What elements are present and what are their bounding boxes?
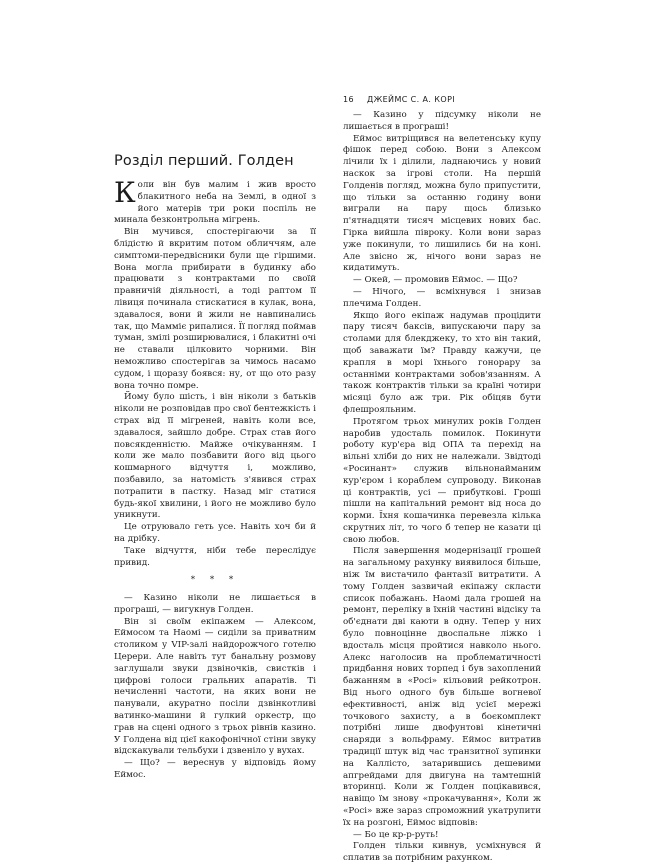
paragraph: Це отруювало геть усе. Навіть хоч би й на дрібку. bbox=[114, 522, 316, 544]
paragraph: Йому було шість, і він ніколи з батьків ніколи не розповідав про свої бентежкість і страх від її мігреней, навіть коли все, здавалося, зайшло добре. Страх став його повсякденністю. Майже очікуванням. І коли же мало позбавити його від цього кошмарного відчуття і, можливо, позбавило, за натомість з'явився страх потрапити в пастку. Назад міг статися будь-якої хвилини, і його не можливо було уникнути. bbox=[114, 392, 316, 521]
page-number: 16 bbox=[343, 95, 354, 104]
paragraph: Коли він був малим і жив вросто блакитного неба на Землі, в одної з його матерів три роки поспіль не минала безконтрольна мігрень. bbox=[114, 176, 316, 226]
section-separator: * * * bbox=[190, 575, 240, 586]
paragraph: Таке відчуття, ніби тебе переслідує привид. bbox=[114, 545, 316, 568]
paragraph: — Що? — вереснув у відповідь йому Еймос. bbox=[114, 758, 316, 781]
paragraph: Еймос витріщився на велетенську купу фішок перед собою. Вони з Алексом лічили їх і ділили, ладнаючись у новий наскок за ігрові столи. На першій Голденів погляд, можна було припустити, що тільки за останню годину вони виграли на пару щось близько п'ятнадцяти тисяч місцевих нових бас. Гірка вийшла півроку. Коли вони зараз уже покинули, то лишились би на коні. Але звісно ж, нічого вони зараз не кидатимуть. bbox=[343, 133, 541, 274]
paragraph: Протягом трьох минулих років Голден наробив удосталь помилок. Покинути роботу кур'єра від ОПА та перехід на вільні хліби до них не належали. Звідтоді «Росинант» служив вільнонайманим кур'єром і кораблем супроводу. Виконав ці контрактів, усі — прибуткові. Гроші пішли на капітальний ремонт від носа до корми. Їхня кошачинка перевезла кілька скрутних літ, то чого б тепер не казати ці свою любов. bbox=[343, 416, 541, 545]
running-header bbox=[343, 95, 455, 104]
right-column bbox=[343, 110, 541, 865]
paragraph: — Нічого, — всміхнувся і знизав плечима Голден. bbox=[343, 286, 541, 309]
paragraph: Якщо його екіпаж надумав процідити пару тисяч баксів, випускаючи пару за столами для блекджеку, то хто він такий, щоб заважати їм? Правду кажучи, це крапля в морі їхнього гонорару за останніми контрактами зобов'язанням. А також контрактів тільки за країні чотири місяці було аж три. Рік обіцяв бути флешрояльним. bbox=[343, 310, 541, 415]
paragraph: — Казино у підсумку ніколи не лишається в програші! bbox=[343, 110, 541, 132]
paragraph: — Бо це кр-р-руть! bbox=[353, 829, 439, 840]
chapter-title: Розділ перший. Голден bbox=[114, 153, 294, 169]
paragraph: Голден тільки кивнув, усміхнувся й сплатив за потрібним рахунком. bbox=[343, 841, 541, 864]
paragraph: — Казино ніколи не лишається в програші, — вигукнув Голден. bbox=[114, 593, 316, 615]
paragraph: Після завершення модернізації грошей на загальному рахунку виявилося більше, ніж їм вистачило фантазії витратити. А тому Голден зазвичай екіпажу скласти список побажань. Наомі дала грошей на ремонт, переліку в їхній частині відсіку та об'єднати дві каюти в одну. Тепер у них було повноцінне двоспальне ліжко і вдосталь місця пройтися навколо нього. Алекс наголосив на проблематичності придбання нових торпед і був захоплений бажанням в «Росі» кільовий рейкотрон. Від нього одного був більше вогневої ефективності, аніж від усієї мережі точкового захисту, а в боєкомплект потрібні лише двофунтові кінетичні снаряди з вольфраму. Еймос витратив традиції штук від час транзитної зупинки на Каллісто, затарившись дешевими апгрейдами для двигуна на тамтешній вторинці. Коли ж Голден поцікавився, навіщо їм знову «прокачування», Коли ж «Росі» вже зараз спроможний укатрупити їх на розгоні, Еймос відповів: bbox=[343, 546, 541, 828]
paragraph: — Окей, — промовив Еймос. — Що? bbox=[353, 275, 518, 286]
paragraph: Він мучився, спостерігаючи за її блідістю й вкритим потом обличчям, але симптоми-передвісники були ще гіршими. Вона могла прибирати в будинку або працювати з контрактами по своїй правничій діяльності, а тоді раптом її лівиця починала стискатися в кулак, вона, здавалося, вони й жили не навпинались так, що Мамміє рипалися. Її погляд поймав туман, змілі розширювалися, і блакитні очі не ставали цілковито чорними. Він неможливо спостерігав за чимось насамо судом, і щоразу боявся: ну, от що ото разу вона точно помре. bbox=[114, 227, 316, 391]
paragraph: Він зі своїм екіпажем — Алексом, Еймосом та Наомі — сиділи за приватним столиком у VIP-залі найдорожчого готелю Церери. Але навіть тут банальну розмову заглушали звуки дзвіночків, свистків і цифрові голоси гральних апаратів. Ті нечисленні частоти, на яких вони не панували, акуратно посіли дзвінкотливі ватинко-машини й гулкий оркестр, що грав на сцені одного з трьох рівнів казино. У Голдена від цієї какофонічної стіни звуку відскакували тельбухи і дзвеніло у вухах. bbox=[114, 616, 316, 757]
left-column bbox=[114, 176, 316, 782]
running-title: ДЖЕЙМС С. А. КОРІ bbox=[366, 95, 456, 104]
